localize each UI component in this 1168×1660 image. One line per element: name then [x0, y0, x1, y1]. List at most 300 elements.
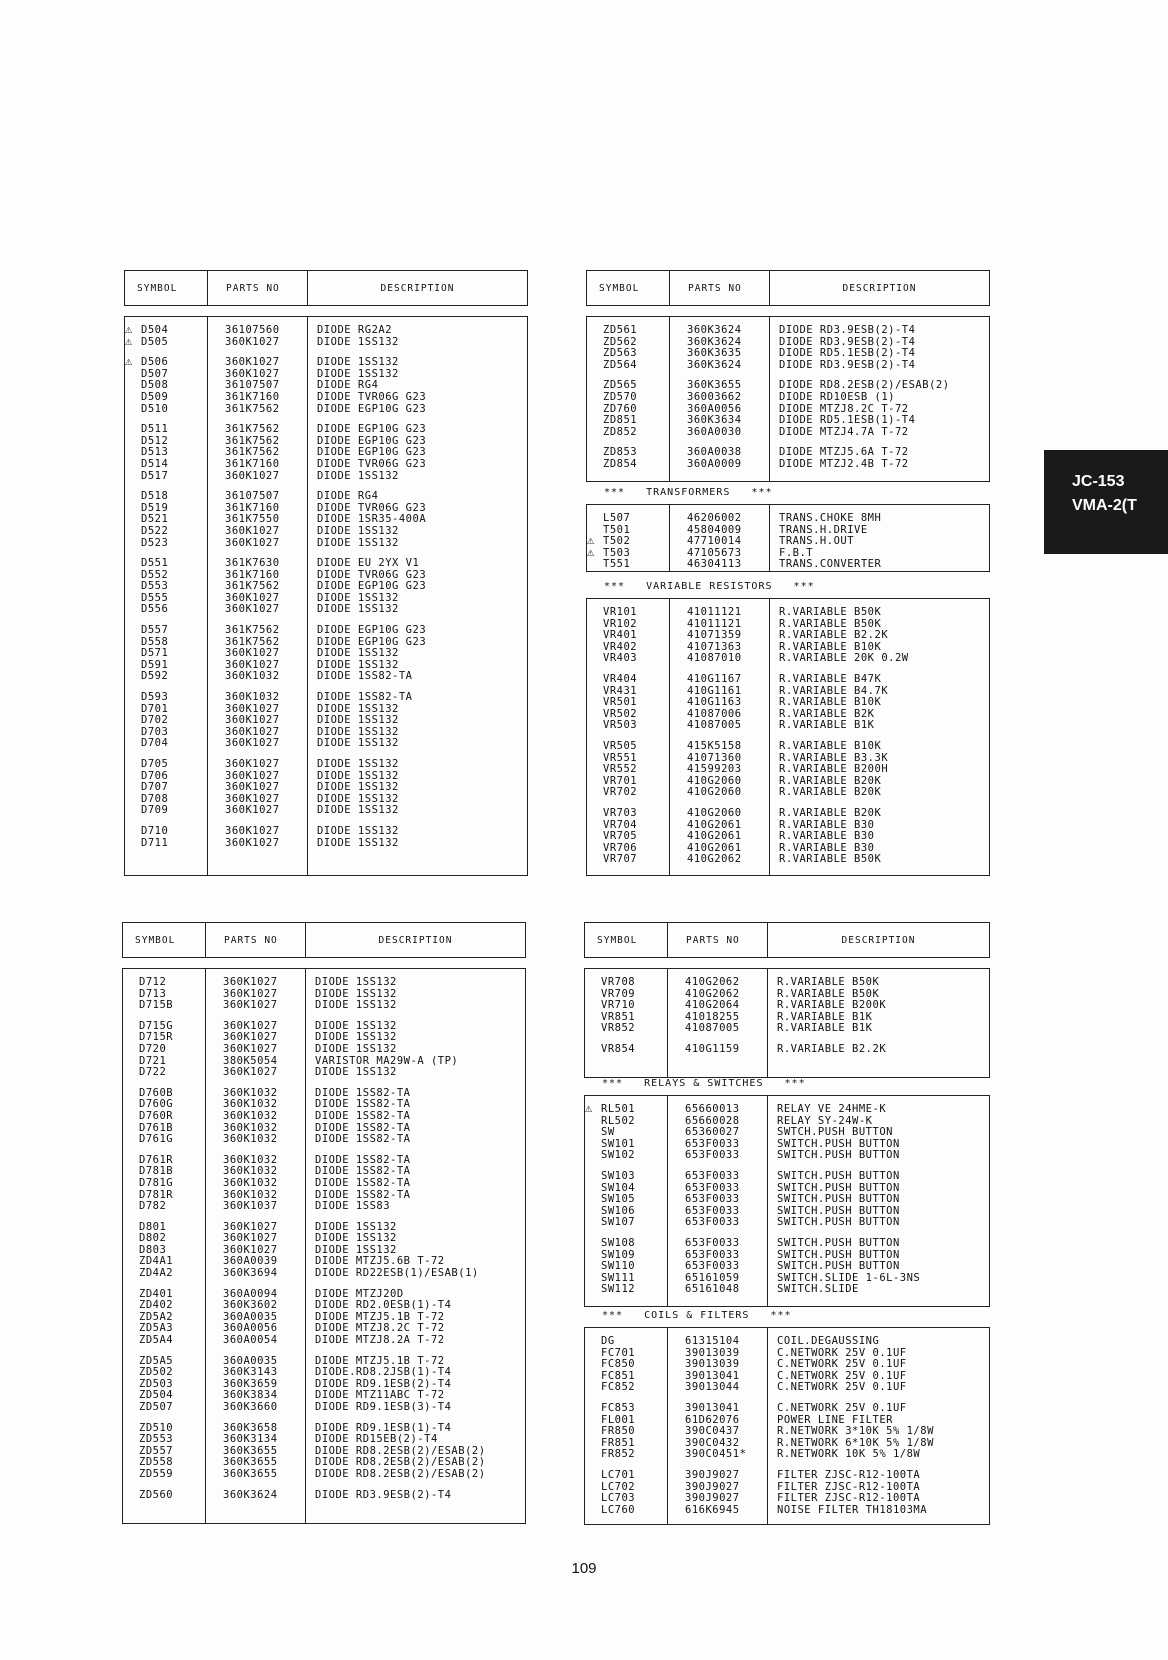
parts-no-cell: 360A0094 — [223, 1287, 278, 1300]
symbol-text: D521 — [141, 513, 169, 526]
parts-no-cell: 390J9027 — [685, 1480, 740, 1493]
parts-no-cell: 360K3655 — [687, 379, 742, 392]
symbol-text: ZD564 — [603, 358, 638, 371]
symbol-text: D523 — [141, 536, 169, 549]
description-cell: DIODE MTZJ5.6A T-72 — [779, 446, 909, 459]
safety-warning-icon: ⚠ — [587, 544, 595, 559]
header-parts-no: PARTS NO — [207, 271, 307, 305]
symbol-text: VR501 — [603, 696, 638, 709]
description-cell: DIODE RD8.2ESB(2)/ESAB(2) — [779, 379, 950, 392]
description-cell: DIODE 1SS83 — [315, 1200, 391, 1213]
table-row — [587, 697, 989, 709]
symbol-text: ZD854 — [603, 457, 638, 470]
symbol-text: RL502 — [601, 1114, 636, 1127]
parts-no-cell: 360K1027 — [225, 658, 280, 671]
parts-no-cell: 36107507 — [225, 490, 280, 503]
symbol-text: RL501 — [601, 1103, 636, 1115]
parts-no-cell: 360K1027 — [223, 1031, 278, 1044]
symbol-text: D593 — [141, 691, 169, 704]
parts-no-cell: 360K1032 — [223, 1098, 278, 1111]
parts-no-cell: 415K5158 — [687, 739, 742, 752]
parts-no-cell: 360K1027 — [223, 1232, 278, 1245]
description-cell: DIODE 1SS132 — [315, 987, 397, 1000]
model-line-2: VMA-2(T — [1072, 497, 1137, 514]
parts-no-cell: 41599203 — [687, 763, 742, 776]
description-cell: R.VARIABLE B47K — [779, 672, 882, 685]
parts-no-cell: 410G1161 — [687, 684, 742, 697]
table-row — [125, 604, 527, 616]
table-row — [585, 1493, 989, 1505]
symbol-text: D702 — [141, 714, 169, 727]
symbol-cell — [125, 538, 207, 550]
symbol-text: SW112 — [601, 1283, 636, 1296]
symbol-text: D711 — [141, 836, 169, 849]
symbol-text: D592 — [141, 670, 169, 683]
description-cell: DIODE 1SS132 — [317, 536, 399, 549]
table-row — [125, 692, 527, 704]
parts-no-cell: 360A0030 — [687, 425, 742, 438]
symbol-text: D571 — [141, 647, 169, 660]
table-row — [125, 526, 527, 538]
parts-table-coils-filters — [584, 1327, 990, 1525]
symbol-text: D703 — [141, 725, 169, 738]
symbol-text: VR854 — [601, 1042, 636, 1055]
table-row — [123, 1000, 525, 1012]
description-cell: SWITCH.PUSH BUTTON — [777, 1204, 900, 1217]
symbol-cell — [125, 738, 207, 750]
parts-no-cell: 41071360 — [687, 751, 742, 764]
description-cell: R.VARIABLE B2.2K — [777, 1042, 887, 1055]
description-cell: SWITCH.PUSH BUTTON — [777, 1248, 900, 1261]
table-row — [123, 977, 525, 989]
symbol-text: D556 — [141, 603, 169, 616]
symbol-text: ZD560 — [139, 1488, 174, 1501]
table-rows — [125, 317, 527, 849]
description-cell: DIODE 1SS82-TA — [315, 1098, 411, 1111]
parts-no-cell: 360A0056 — [687, 402, 742, 415]
header-parts-no: PARTS NO — [205, 923, 305, 957]
symbol-text: D522 — [141, 524, 169, 537]
symbol-cell — [125, 471, 207, 483]
symbol-text: FC850 — [601, 1358, 636, 1371]
table-row — [585, 1217, 989, 1229]
description-cell: DIODE MTZJ4.7A T-72 — [779, 425, 909, 438]
safety-warning-icon: ⚠ — [585, 1101, 593, 1115]
description-cell: DIODE 1SS82-TA — [315, 1165, 411, 1178]
description-cell: DIODE 1SS132 — [315, 1042, 397, 1055]
symbol-text: FC852 — [601, 1381, 636, 1394]
description-cell: TRANS.CHOKE 8MH — [779, 512, 882, 524]
parts-no-cell: 360K1032 — [223, 1188, 278, 1201]
symbol-text: D511 — [141, 423, 169, 436]
symbol-cell — [123, 1335, 205, 1347]
table-row — [587, 787, 989, 799]
parts-no-cell: 360K1032 — [223, 1086, 278, 1099]
model-line-1: JC-153 — [1072, 473, 1125, 490]
parts-no-cell: 46206002 — [687, 512, 742, 524]
parts-no-cell: 360K1027 — [225, 714, 280, 727]
header-bottom-right — [584, 922, 990, 958]
symbol-cell — [123, 1000, 205, 1012]
parts-no-cell: 360K1027 — [225, 737, 280, 750]
parts-no-cell: 360K1027 — [223, 1243, 278, 1256]
parts-no-cell: 653F0033 — [685, 1149, 740, 1162]
table-row — [123, 1178, 525, 1190]
symbol-text: ZD5A2 — [139, 1310, 174, 1323]
table-row — [585, 1403, 989, 1415]
symbol-text: D781B — [139, 1165, 174, 1178]
description-cell: R.VARIABLE B1K — [779, 719, 875, 732]
table-row — [125, 759, 527, 771]
description-cell: DIODE 1SS132 — [317, 367, 399, 380]
symbol-text: D707 — [141, 781, 169, 794]
parts-no-cell: 41011121 — [687, 617, 742, 630]
symbol-text: VR852 — [601, 1022, 636, 1035]
parts-no-cell: 360K1027 — [225, 725, 280, 738]
parts-no-cell: 360K3624 — [223, 1488, 278, 1501]
safety-warning-icon: ⚠ — [587, 533, 595, 548]
description-cell: R.VARIABLE B2.2K — [779, 629, 889, 642]
symbol-text: ZD562 — [603, 335, 638, 348]
table-row — [125, 491, 527, 503]
description-cell: DIODE 1SS82-TA — [317, 691, 413, 704]
description-cell: DIODE 1SS132 — [315, 1019, 397, 1032]
parts-no-cell: 360K1027 — [225, 702, 280, 715]
table-row — [587, 741, 989, 753]
description-cell: DIODE RD8.2ESB(2)/ESAB(2) — [315, 1444, 486, 1457]
table-row — [125, 558, 527, 570]
symbol-text: VR705 — [603, 830, 638, 843]
description-cell: DIODE TVR06G G23 — [317, 501, 427, 514]
symbol-cell — [585, 1217, 667, 1229]
symbol-text: ZD557 — [139, 1444, 174, 1457]
description-cell: DIODE RD3.9ESB(2)-T4 — [315, 1488, 452, 1501]
symbol-text: ZD504 — [139, 1389, 174, 1402]
description-cell: DIODE 1SS132 — [317, 737, 399, 750]
symbol-text: T501 — [603, 523, 631, 536]
symbol-text: VR706 — [603, 841, 638, 854]
table-row — [585, 1449, 989, 1461]
safety-warning-icon: ⚠ — [125, 354, 133, 369]
symbol-text: D722 — [139, 1066, 167, 1079]
parts-no-cell: 360K1027 — [225, 758, 280, 770]
parts-no-cell: 360K3655 — [223, 1456, 278, 1469]
symbol-text: SW103 — [601, 1169, 636, 1182]
symbol-text: L507 — [603, 512, 631, 524]
table-row — [125, 671, 527, 683]
table-row — [123, 1490, 525, 1502]
description-cell: DIODE RD3.9ESB(2)-T4 — [779, 358, 916, 371]
description-cell: DIODE MTZJ5.1B T-72 — [315, 1310, 445, 1323]
symbol-text: D701 — [141, 702, 169, 715]
parts-no-cell: 360K1027 — [225, 591, 280, 604]
parts-no-cell: 39013041 — [685, 1369, 740, 1382]
description-cell: SWITCH.PUSH BUTTON — [777, 1216, 900, 1229]
parts-no-cell: 360K1027 — [225, 824, 280, 837]
table-rows — [585, 1096, 989, 1296]
symbol-text: VR708 — [601, 976, 636, 988]
parts-no-cell: 360K1027 — [223, 1019, 278, 1032]
description-cell: DIODE 1SS132 — [317, 836, 399, 849]
description-cell: DIODE RD22ESB(1)/ESAB(1) — [315, 1267, 479, 1280]
parts-no-cell: 360K3602 — [223, 1299, 278, 1312]
parts-no-cell: 41087006 — [687, 707, 742, 720]
parts-no-cell: 41087005 — [685, 1022, 740, 1035]
table-row — [585, 1284, 989, 1296]
symbol-cell — [585, 1150, 667, 1162]
table-row — [125, 838, 527, 850]
description-cell: DIODE 1SS82-TA — [315, 1109, 411, 1122]
table-row — [587, 720, 989, 732]
symbol-text: LC702 — [601, 1480, 636, 1493]
parts-no-cell: 360K3134 — [223, 1433, 278, 1446]
symbol-text: ZD565 — [603, 379, 638, 392]
description-cell: SWITCH.PUSH BUTTON — [777, 1149, 900, 1162]
description-cell: DIODE 1SS132 — [317, 792, 399, 805]
header-parts-no: PARTS NO — [667, 923, 767, 957]
symbol-text: VR552 — [603, 763, 638, 776]
symbol-text: VR704 — [603, 818, 638, 831]
parts-no-cell: 360A0009 — [687, 457, 742, 470]
description-cell: DIODE 1SS132 — [315, 1031, 397, 1044]
symbol-text: VR431 — [603, 684, 638, 697]
parts-no-cell: 360K3659 — [223, 1377, 278, 1390]
description-cell: DIODE 1SS132 — [317, 591, 399, 604]
parts-no-cell: 410G2060 — [687, 786, 742, 799]
parts-no-cell: 653F0033 — [685, 1193, 740, 1206]
description-cell: SWITCH.PUSH BUTTON — [777, 1137, 900, 1150]
symbol-text: D510 — [141, 402, 169, 415]
parts-no-cell: 361K7550 — [225, 513, 280, 526]
description-cell: DIODE RG4 — [317, 490, 379, 503]
table-row — [585, 977, 989, 989]
table-row — [585, 1505, 989, 1517]
description-cell: DIODE EGP10G G23 — [317, 635, 427, 648]
description-cell: SWITCH.PUSH BUTTON — [777, 1260, 900, 1273]
table-row — [587, 392, 989, 404]
parts-no-cell: 360K1037 — [223, 1200, 278, 1213]
symbol-text: FC851 — [601, 1369, 636, 1382]
table-row — [123, 1134, 525, 1146]
symbol-text: VR707 — [603, 853, 638, 866]
parts-no-cell: 361K7562 — [225, 402, 280, 415]
symbol-text: ZD561 — [603, 324, 638, 336]
symbol-text: VR402 — [603, 640, 638, 653]
symbol-text: LC760 — [601, 1503, 636, 1516]
description-cell: DIODE 1SS132 — [317, 469, 399, 482]
table-rows — [585, 1328, 989, 1516]
parts-no-cell: 361K7562 — [225, 434, 280, 447]
table-rows — [587, 317, 989, 471]
description-cell: TRANS.H.DRIVE — [779, 523, 868, 536]
table-row — [123, 1469, 525, 1481]
parts-no-cell: 360A0035 — [223, 1310, 278, 1323]
symbol-text: D803 — [139, 1243, 167, 1256]
table-row — [585, 1023, 989, 1035]
parts-no-cell: 360K1027 — [225, 781, 280, 794]
parts-no-cell: 361K7160 — [225, 457, 280, 470]
parts-no-cell: 360K1027 — [225, 769, 280, 782]
table-row — [585, 1238, 989, 1250]
description-cell: SWITCH.PUSH BUTTON — [777, 1236, 900, 1249]
parts-no-cell: 360K1027 — [225, 524, 280, 537]
description-cell: DIODE TVR06G G23 — [317, 390, 427, 403]
description-cell: R.NETWORK 10K 5% 1/8W — [777, 1448, 921, 1461]
parts-no-cell: 41018255 — [685, 1010, 740, 1023]
parts-no-cell: 390J9027 — [685, 1492, 740, 1505]
symbol-text: VR851 — [601, 1010, 636, 1023]
description-cell: DIODE 1SS132 — [317, 804, 399, 817]
symbol-text: VR404 — [603, 672, 638, 685]
symbol-text: ZD760 — [603, 402, 638, 415]
table-row — [123, 1044, 525, 1056]
description-cell: DIODE EU 2YX V1 — [317, 557, 420, 570]
symbol-text: D558 — [141, 635, 169, 648]
parts-no-cell: 360A0054 — [223, 1334, 278, 1347]
symbol-text: ZD4A2 — [139, 1267, 174, 1280]
symbol-text: VR102 — [603, 617, 638, 630]
parts-no-cell: 360K1027 — [225, 367, 280, 380]
parts-no-cell: 360K1027 — [225, 356, 280, 369]
description-cell: DIODE 1SS132 — [317, 781, 399, 794]
parts-no-cell: 360K3834 — [223, 1389, 278, 1402]
description-cell: DIODE 1SR35-400A — [317, 513, 427, 526]
parts-no-cell: 390J9027 — [685, 1468, 740, 1481]
description-cell: R.VARIABLE B4.7K — [779, 684, 889, 697]
description-cell: DIODE 1SS132 — [315, 999, 397, 1012]
symbol-text: T551 — [603, 558, 631, 571]
table-row — [587, 653, 989, 665]
parts-no-cell: 360K1027 — [225, 536, 280, 549]
description-cell: DIODE RD9.1ESB(1)-T4 — [315, 1421, 452, 1434]
symbol-text: D704 — [141, 737, 169, 750]
table-rows — [123, 969, 525, 1501]
parts-no-cell: 410G2062 — [687, 853, 742, 866]
description-cell: DIODE EGP10G G23 — [317, 434, 427, 447]
parts-no-cell: 653F0033 — [685, 1169, 740, 1182]
table-row — [585, 1171, 989, 1183]
description-cell: R.VARIABLE B50K — [779, 853, 882, 866]
description-cell: DIODE MTZJ20D — [315, 1287, 404, 1300]
parts-no-cell: 360K3694 — [223, 1267, 278, 1280]
symbol-text: ZD853 — [603, 446, 638, 459]
symbol-cell — [123, 1268, 205, 1280]
parts-no-cell: 390C0432 — [685, 1436, 740, 1449]
description-cell: FILTER ZJSC-R12-100TA — [777, 1468, 921, 1481]
table-row — [587, 325, 989, 337]
parts-no-cell: 360K3658 — [223, 1421, 278, 1434]
table-row — [587, 415, 989, 427]
symbol-text: D518 — [141, 490, 169, 503]
symbol-cell — [585, 1023, 667, 1035]
parts-no-cell: 360K3624 — [687, 324, 742, 336]
symbol-text: SW108 — [601, 1236, 636, 1249]
description-cell: R.VARIABLE B200K — [777, 999, 887, 1012]
description-cell: C.NETWORK 25V 0.1UF — [777, 1401, 907, 1414]
description-cell: COIL.DEGAUSSING — [777, 1335, 880, 1347]
symbol-text: D513 — [141, 446, 169, 459]
symbol-text: D555 — [141, 591, 169, 604]
description-cell: SWITCH.PUSH BUTTON — [777, 1193, 900, 1206]
description-cell: DIODE EGP10G G23 — [317, 446, 427, 459]
symbol-text: VR709 — [601, 987, 636, 1000]
description-cell: R.VARIABLE B20K — [779, 786, 882, 799]
symbol-cell — [123, 1134, 205, 1146]
parts-no-cell: 390C0437 — [685, 1425, 740, 1438]
header-description: DESCRIPTION — [767, 923, 989, 957]
table-row — [587, 559, 989, 571]
description-cell: RELAY SY-24W-K — [777, 1114, 873, 1127]
symbol-cell — [587, 459, 669, 471]
symbol-text: D514 — [141, 457, 169, 470]
table-row — [125, 322, 527, 337]
symbol-text: D715G — [139, 1019, 174, 1032]
parts-no-cell: 410G2064 — [685, 999, 740, 1012]
symbol-cell — [125, 805, 207, 817]
parts-no-cell: 61D62076 — [685, 1413, 740, 1426]
parts-no-cell: 65161059 — [685, 1271, 740, 1284]
table-row — [585, 1426, 989, 1438]
symbol-cell — [585, 1284, 667, 1296]
symbol-text: LC701 — [601, 1468, 636, 1481]
symbol-cell — [587, 787, 669, 799]
description-cell: DIODE 1SS132 — [317, 524, 399, 537]
section-relays-switches: *** RELAYS & SWITCHES *** — [602, 1078, 806, 1089]
description-cell: NOISE FILTER TH18103MA — [777, 1503, 928, 1516]
symbol-text: D713 — [139, 987, 167, 1000]
symbol-text: SW111 — [601, 1271, 636, 1284]
parts-no-cell: 360K3660 — [223, 1401, 278, 1413]
symbol-cell — [587, 559, 669, 571]
parts-no-cell: 360K1027 — [223, 999, 278, 1012]
parts-no-cell: 361K7562 — [225, 580, 280, 593]
symbol-text: FC853 — [601, 1401, 636, 1414]
parts-no-cell: 360K1032 — [223, 1121, 278, 1134]
parts-no-cell: 360A0035 — [223, 1354, 278, 1367]
parts-no-cell: 46304113 — [687, 558, 742, 571]
parts-no-cell: 653F0033 — [685, 1137, 740, 1150]
parts-no-cell: 360K3655 — [223, 1467, 278, 1480]
symbol-text: D715R — [139, 1031, 174, 1044]
parts-no-cell: 360K3635 — [687, 347, 742, 360]
symbol-cell — [123, 1067, 205, 1079]
symbol-text: VR401 — [603, 629, 638, 642]
table-row — [125, 805, 527, 817]
description-cell: R.VARIABLE B50K — [777, 976, 880, 988]
symbol-cell — [123, 1201, 205, 1213]
parts-no-cell: 360K1032 — [223, 1153, 278, 1166]
parts-no-cell: 65660028 — [685, 1114, 740, 1127]
description-cell: DIODE MTZJ5.1B T-72 — [315, 1354, 445, 1367]
parts-no-cell: 360K1027 — [225, 792, 280, 805]
symbol-text: SW109 — [601, 1248, 636, 1261]
description-cell: DIODE 1SS82-TA — [315, 1188, 411, 1201]
parts-no-cell: 380K5054 — [223, 1054, 278, 1067]
parts-no-cell: 65660013 — [685, 1103, 740, 1115]
symbol-text: ZD5A5 — [139, 1354, 174, 1367]
symbol-text: VR710 — [601, 999, 636, 1012]
symbol-text: D781G — [139, 1176, 174, 1189]
symbol-text: VR702 — [603, 786, 638, 799]
description-cell: DIODE 1SS132 — [317, 769, 399, 782]
description-cell: DIODE RG2A2 — [317, 324, 393, 336]
description-cell: DIODE 1SS82-TA — [315, 1133, 411, 1146]
symbol-cell — [123, 1402, 205, 1414]
table-row — [585, 1470, 989, 1482]
symbol-cell — [587, 653, 669, 665]
header-symbol: SYMBOL — [137, 282, 178, 294]
parts-table-vr-continued — [584, 968, 990, 1078]
